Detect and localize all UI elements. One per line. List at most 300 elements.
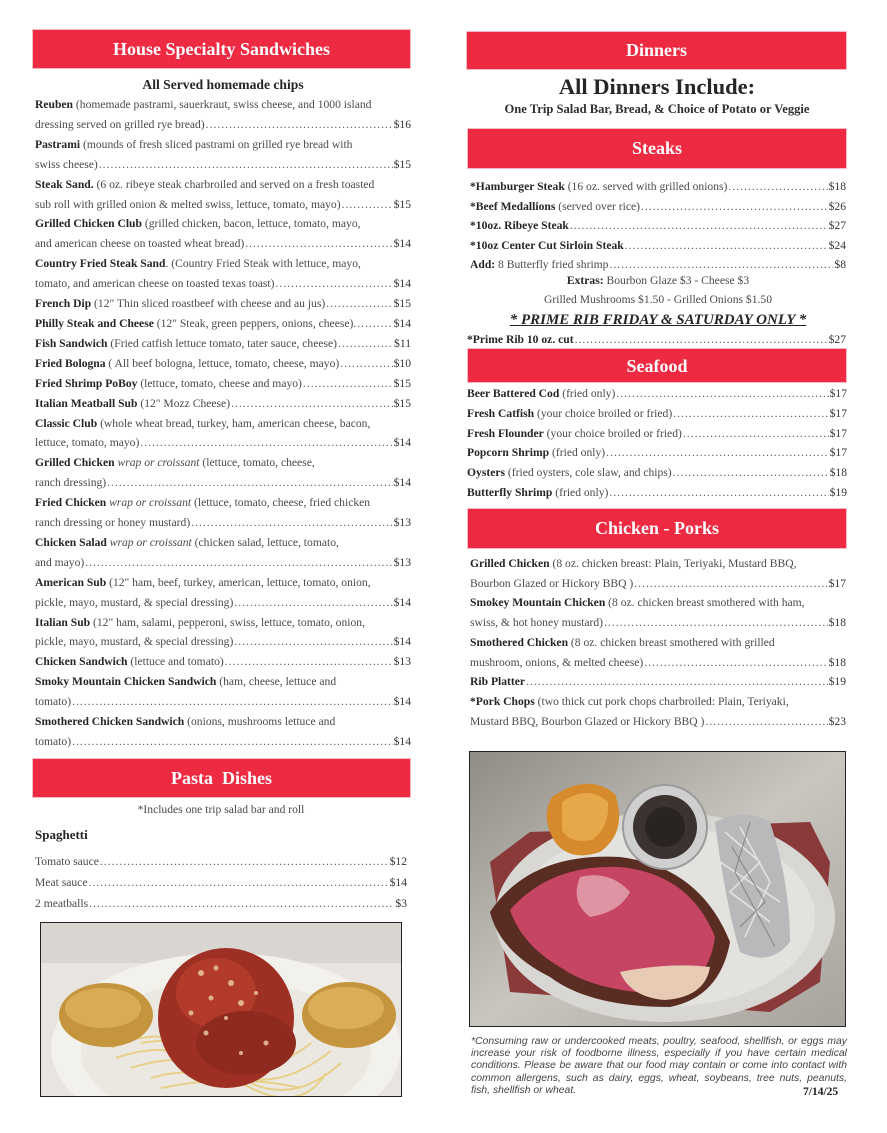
menu-item-description: ranch dressing or honey mustard) bbox=[35, 516, 191, 530]
menu-item-line bbox=[35, 274, 411, 294]
dot-leader bbox=[72, 692, 393, 712]
menu-item-name: Smothered Chicken Sandwich bbox=[35, 715, 185, 729]
menu-item-line bbox=[470, 692, 846, 712]
menu-item bbox=[470, 593, 846, 632]
menu-item-description: and mayo) bbox=[35, 555, 85, 569]
menu-item-price: $18 bbox=[828, 655, 846, 669]
menu-item-line bbox=[35, 374, 411, 394]
menu-item-description: (12" Steak, green peppers, onions, cheese). bbox=[153, 316, 357, 330]
menu-item-description: ranch dressing) bbox=[35, 476, 107, 490]
menu-item-line bbox=[35, 115, 411, 135]
dot-leader bbox=[234, 593, 392, 613]
menu-item-name: Reuben bbox=[35, 98, 74, 111]
menu-item bbox=[35, 712, 411, 752]
menu-item-text bbox=[35, 613, 365, 633]
menu-item-name: French Dip bbox=[35, 297, 92, 311]
dot-leader bbox=[72, 732, 393, 752]
menu-item-description: (lettuce, tomato, cheese, fried chicken bbox=[191, 496, 371, 510]
menu-item-name: Grilled Chicken bbox=[35, 456, 115, 470]
menu-item-line bbox=[35, 155, 411, 175]
menu-item-line bbox=[470, 653, 846, 673]
menu-item-prime-rib bbox=[467, 330, 846, 350]
menu-item-description: (Fried catfish lettuce tomato, tater sauce, cheese) bbox=[107, 336, 338, 350]
dot-leader bbox=[604, 613, 828, 633]
dot-leader bbox=[234, 632, 392, 652]
menu-item bbox=[35, 613, 411, 653]
dot-leader bbox=[570, 216, 828, 236]
menu-item bbox=[470, 216, 846, 236]
menu-item-description: mushroom, onions, & melted cheese) bbox=[470, 655, 644, 669]
menu-item-price: $23 bbox=[828, 714, 846, 728]
menu-item-description: tomato, and american cheese on toasted texas toast) bbox=[35, 277, 275, 291]
menu-item-description: (onions, mushrooms lettuce and bbox=[184, 715, 336, 729]
menu-item-line bbox=[470, 197, 846, 217]
menu-item bbox=[470, 692, 846, 731]
menu-item-style: wrap or croissant bbox=[109, 496, 192, 510]
menu-item-price: $13 bbox=[393, 555, 411, 569]
menu-item-price: $8 bbox=[834, 258, 846, 272]
menu-item-text bbox=[470, 177, 727, 197]
menu-item-price: $15 bbox=[393, 396, 411, 410]
menu-item-line bbox=[35, 493, 411, 513]
menu-item-text bbox=[35, 214, 361, 234]
menu-item-name: Tomato sauce bbox=[35, 855, 99, 868]
dinners-include bbox=[462, 73, 852, 117]
menu-item-description: (12" ham, beef, turkey, american, lettuce, tomato, onion, bbox=[106, 575, 371, 589]
food-safety-disclaimer: *Consuming raw or undercooked meats, poultry, seafood, shellfish, or eggs may increase your risk of foodborne illness, especially if you have certain medical conditions. Please be aware that our food may contain or come into contact with common allergens, such as dairy, eggs, wheat, soybeans, tree nuts, peanuts, fish, shellfish or wheat. bbox=[471, 1036, 847, 1096]
section-header-sandwiches: House Specialty Sandwiches bbox=[33, 30, 410, 68]
menu-item-line bbox=[35, 195, 411, 215]
menu-item-price: $14 bbox=[393, 476, 411, 490]
menu-item-text bbox=[35, 95, 371, 115]
menu-item-name: Fried Bologna bbox=[35, 356, 106, 370]
menu-item-description: and american cheese on toasted wheat bread) bbox=[35, 237, 245, 251]
menu-item-name: Smokey Mountain Chicken bbox=[470, 596, 606, 610]
menu-item-description: Mustard BBQ, Bourbon Glazed or Hickory BBQ ) bbox=[470, 714, 705, 728]
menu-item-price: $13 bbox=[393, 655, 411, 669]
menu-item-text bbox=[35, 354, 339, 374]
menu-item bbox=[35, 533, 411, 573]
dot-leader bbox=[191, 513, 392, 533]
menu-item bbox=[35, 414, 411, 454]
menu-item-line bbox=[35, 533, 411, 553]
menu-item-name: Steak Sand. bbox=[35, 177, 94, 191]
menu-item-text bbox=[470, 216, 569, 236]
menu-item-name: American Sub bbox=[35, 575, 107, 589]
menu-item-text bbox=[467, 463, 672, 483]
menu-item-description: (12" ham, salami, pepperoni, swiss, lettuce, tomato, onion, bbox=[90, 615, 365, 629]
menu-item-text bbox=[35, 652, 224, 672]
menu-item-price: $27 bbox=[828, 219, 846, 233]
menu-item-line bbox=[35, 632, 411, 652]
menu-item-price: $14 bbox=[393, 436, 411, 450]
menu-item-description: ( All beef bologna, lettuce, tomato, cheese, mayo) bbox=[105, 356, 340, 370]
menu-item-name: *10oz Center Cut Sirloin Steak bbox=[470, 238, 624, 252]
menu-item-line bbox=[470, 712, 846, 732]
menu-item-price: $17 bbox=[829, 387, 847, 400]
dot-leader bbox=[634, 574, 827, 594]
menu-item-description: (homemade pastrami, sauerkraut, swiss cheese, and 1000 island bbox=[73, 98, 372, 111]
menu-item-price: $14 bbox=[393, 277, 411, 291]
menu-item bbox=[35, 175, 411, 215]
menu-item-text bbox=[470, 236, 624, 256]
menu-item-description: (6 oz. ribeye steak charbroiled and served on a fresh toasted bbox=[93, 177, 375, 191]
menu-item-text bbox=[35, 374, 302, 394]
dot-leader bbox=[340, 354, 392, 374]
menu-item-price: $18 bbox=[828, 180, 846, 193]
menu-item-description: (lettuce, tomato, cheese and mayo) bbox=[137, 376, 302, 390]
menu-item-description: (chicken salad, lettuce, tomato, bbox=[191, 535, 339, 549]
menu-item-line bbox=[35, 593, 411, 613]
pasta-list bbox=[35, 851, 407, 914]
menu-item bbox=[467, 463, 847, 483]
menu-item bbox=[35, 214, 411, 254]
dot-leader bbox=[705, 712, 827, 732]
section-header-chicken-porks: Chicken - Porks bbox=[468, 509, 846, 548]
menu-item bbox=[470, 236, 846, 256]
menu-item bbox=[35, 294, 411, 314]
menu-item-description: (fried only) bbox=[552, 485, 609, 499]
menu-item-description: (12" Thin sliced roastbeef with cheese and au jus) bbox=[91, 297, 326, 311]
menu-item bbox=[470, 672, 846, 692]
menu-item-line bbox=[35, 135, 411, 155]
menu-item-text bbox=[35, 394, 230, 414]
steak-list bbox=[470, 177, 846, 275]
menu-item-name: Philly Steak and Cheese bbox=[35, 316, 154, 330]
menu-item-name: Fresh Flounder bbox=[467, 426, 544, 440]
menu-item-line bbox=[35, 414, 411, 434]
menu-item-name: Meat sauce bbox=[35, 876, 88, 889]
menu-item-price: $17 bbox=[829, 406, 847, 420]
dot-leader bbox=[357, 314, 392, 334]
prime-rib-image-icon bbox=[470, 752, 846, 1027]
menu-item-description: (grilled chicken, bacon, lettuce, tomato, mayo, bbox=[141, 217, 361, 231]
menu-item-name: Butterfly Shrimp bbox=[467, 485, 553, 499]
dot-leader bbox=[625, 236, 828, 256]
menu-item-line bbox=[467, 330, 846, 350]
dot-leader bbox=[683, 424, 829, 444]
menu-item-description: (fried only) bbox=[559, 387, 616, 400]
menu-item-text bbox=[467, 384, 615, 404]
menu-item-price: $11 bbox=[394, 336, 411, 350]
dot-leader bbox=[245, 234, 392, 254]
prime-rib-list bbox=[467, 330, 846, 350]
menu-item-line bbox=[35, 214, 411, 234]
menu-item-price: $17 bbox=[829, 426, 847, 440]
menu-item-name: Country Fried Steak Sand bbox=[35, 257, 166, 271]
menu-item-line bbox=[35, 354, 411, 374]
menu-item bbox=[35, 374, 411, 394]
menu-item-line bbox=[467, 483, 847, 503]
menu-item-price: $18 bbox=[829, 466, 847, 480]
menu-item-text bbox=[467, 404, 672, 424]
menu-item bbox=[35, 135, 411, 175]
menu-item-description: (16 oz. served with grilled onions) bbox=[564, 180, 728, 193]
menu-item-name: Add: bbox=[470, 258, 496, 272]
section-header-pasta: Pasta Dishes bbox=[33, 759, 410, 797]
menu-item-price: $16 bbox=[393, 117, 411, 131]
sandwich-list bbox=[35, 95, 411, 752]
dot-leader bbox=[140, 433, 392, 453]
dot-leader bbox=[107, 473, 392, 493]
menu-item-price: $17 bbox=[829, 446, 847, 460]
menu-item-line bbox=[35, 851, 407, 872]
menu-item-description: 8 Butterfly fried shrimp bbox=[495, 258, 609, 272]
menu-item-line bbox=[35, 513, 411, 533]
menu-item-style: wrap or croissant bbox=[117, 456, 200, 470]
spaghetti-image-icon bbox=[41, 923, 402, 1097]
section-header-seafood: Seafood bbox=[468, 349, 846, 382]
menu-item-text bbox=[467, 424, 682, 444]
menu-item-text bbox=[470, 633, 775, 653]
menu-item-name: Chicken Salad bbox=[35, 535, 107, 549]
menu-item-description: (fried only) bbox=[549, 446, 606, 460]
dot-leader bbox=[526, 672, 828, 692]
dot-leader bbox=[85, 553, 392, 573]
menu-item-price: $14 bbox=[389, 876, 407, 889]
menu-item-name: Chicken Sandwich bbox=[35, 655, 128, 669]
menu-item-price: $15 bbox=[393, 376, 411, 390]
menu-item-text bbox=[35, 573, 371, 593]
menu-item-line bbox=[35, 394, 411, 414]
menu-item bbox=[35, 453, 411, 493]
menu-item-name: Grilled Chicken bbox=[470, 557, 550, 570]
menu-item-price: $19 bbox=[828, 675, 846, 689]
menu-item bbox=[35, 493, 411, 533]
menu-item bbox=[35, 354, 411, 374]
menu-item-name: Popcorn Shrimp bbox=[467, 446, 550, 460]
menu-item bbox=[467, 424, 847, 444]
dot-leader bbox=[100, 851, 389, 872]
prime-rib-photo bbox=[469, 751, 846, 1027]
dot-leader bbox=[641, 197, 828, 217]
menu-item-line bbox=[35, 712, 411, 732]
menu-item-description: pickle, mayo, mustard, & special dressing) bbox=[35, 635, 234, 649]
menu-item-description: pickle, mayo, mustard, & special dressing) bbox=[35, 595, 234, 609]
menu-item-price: $17 bbox=[828, 576, 846, 590]
menu-item-price: $14 bbox=[393, 695, 411, 709]
menu-item-name: *Hamburger Steak bbox=[470, 180, 565, 193]
menu-item bbox=[35, 652, 411, 672]
menu-item-text bbox=[470, 554, 796, 574]
menu-item-line bbox=[35, 473, 411, 493]
seafood-list bbox=[467, 384, 847, 503]
menu-item-price: $15 bbox=[393, 157, 411, 171]
extras-text: Bourbon Glaze $3 - Cheese $3 bbox=[603, 273, 750, 287]
menu-item-line bbox=[35, 294, 411, 314]
menu-item-description: (whole wheat bread, turkey, ham, american cheese, bacon, bbox=[97, 416, 371, 430]
dot-leader bbox=[644, 653, 827, 673]
menu-item-line bbox=[470, 236, 846, 256]
dot-leader bbox=[728, 177, 827, 197]
menu-item-name: Grilled Chicken Club bbox=[35, 217, 142, 231]
menu-item-text bbox=[470, 692, 789, 712]
menu-item-line bbox=[35, 254, 411, 274]
menu-item-description: . (Country Fried Steak with lettuce, mayo, bbox=[165, 257, 361, 271]
dot-leader bbox=[606, 443, 828, 463]
menu-item bbox=[470, 633, 846, 672]
menu-item-line bbox=[35, 732, 411, 752]
menu-item-line bbox=[35, 573, 411, 593]
menu-item-price: $18 bbox=[828, 616, 846, 630]
menu-item-description: lettuce, tomato, mayo) bbox=[35, 436, 140, 450]
menu-item-price: $19 bbox=[829, 485, 847, 499]
menu-item-description: (12" Mozz Cheese) bbox=[137, 396, 231, 410]
menu-item bbox=[470, 554, 846, 593]
menu-item-line bbox=[35, 95, 411, 115]
menu-item-line bbox=[470, 613, 846, 633]
menu-item-line bbox=[470, 554, 846, 574]
dot-leader bbox=[206, 115, 393, 135]
menu-item bbox=[35, 334, 411, 354]
menu-item-text bbox=[470, 593, 805, 613]
steaks-section bbox=[467, 177, 846, 350]
menu-item-name: Smoky Mountain Chicken Sandwich bbox=[35, 675, 217, 689]
menu-item-price: $15 bbox=[393, 297, 411, 311]
prime-rib-banner: * PRIME RIB FRIDAY & SATURDAY ONLY * bbox=[509, 311, 807, 328]
menu-item-line bbox=[467, 424, 847, 444]
menu-item-line bbox=[470, 672, 846, 692]
steak-extras-line2: Grilled Mushrooms $1.50 - Grilled Onions $1.50 bbox=[544, 292, 772, 306]
menu-item-line bbox=[35, 553, 411, 573]
menu-item-description: (served over rice) bbox=[555, 199, 640, 213]
menu-item bbox=[470, 197, 846, 217]
menu-item-name: Classic Club bbox=[35, 416, 98, 430]
menu-item-text bbox=[35, 872, 87, 893]
menu-item-name: *Prime Rib 10 oz. cut bbox=[467, 332, 574, 346]
dot-leader bbox=[673, 463, 829, 483]
menu-item-line bbox=[470, 216, 846, 236]
menu-item-description: tomato) bbox=[35, 695, 72, 709]
menu-item-description: tomato) bbox=[35, 735, 72, 748]
menu-item bbox=[467, 384, 847, 404]
menu-item-price: $27 bbox=[828, 332, 846, 346]
dot-leader bbox=[575, 330, 828, 350]
menu-item bbox=[467, 404, 847, 424]
menu-item-price: $14 bbox=[393, 635, 411, 649]
dot-leader bbox=[88, 872, 388, 893]
menu-item-price: $14 bbox=[393, 735, 411, 748]
menu-item-description: Bourbon Glazed or Hickory BBQ ) bbox=[470, 576, 634, 590]
menu-item bbox=[470, 177, 846, 197]
menu-item-price: $24 bbox=[828, 238, 846, 252]
menu-item-text bbox=[35, 135, 352, 155]
dot-leader bbox=[225, 652, 393, 672]
menu-item-name: *Beef Medallions bbox=[470, 199, 556, 213]
menu-item-text bbox=[35, 314, 356, 334]
dot-leader bbox=[673, 404, 828, 424]
menu-item-line bbox=[470, 574, 846, 594]
menu-item-name: Beer Battered Cod bbox=[467, 387, 560, 400]
menu-item-description: swiss cheese) bbox=[35, 157, 98, 171]
menu-item-name: Pastrami bbox=[35, 137, 81, 151]
menu-item-line bbox=[467, 404, 847, 424]
menu-item bbox=[35, 95, 411, 135]
menu-item-name: Oysters bbox=[467, 466, 505, 480]
sandwiches-section bbox=[35, 75, 411, 752]
menu-item-text bbox=[35, 453, 315, 473]
menu-item-text bbox=[35, 175, 374, 195]
menu-item-name: *Pork Chops bbox=[470, 694, 535, 708]
dot-leader bbox=[342, 195, 393, 215]
menu-item-name: Italian Sub bbox=[35, 615, 91, 629]
pasta-heading: Spaghetti bbox=[35, 827, 88, 842]
menu-item bbox=[35, 314, 411, 334]
dinners-include-text: One Trip Salad Bar, Bread, & Choice of Potato or Veggie bbox=[504, 102, 810, 116]
menu-item-line bbox=[35, 652, 411, 672]
menu-item-name: Italian Meatball Sub bbox=[35, 396, 138, 410]
dot-leader bbox=[616, 384, 828, 404]
menu-item-text bbox=[467, 330, 574, 350]
seafood-section bbox=[467, 384, 847, 503]
menu-item-description: swiss, & hot honey mustard) bbox=[470, 616, 603, 630]
pasta-section bbox=[35, 800, 407, 914]
menu-item-text bbox=[470, 672, 525, 692]
menu-item-price: $14 bbox=[393, 595, 411, 609]
dinners-include-heading: All Dinners Include: bbox=[558, 74, 756, 99]
menu-item-description: (8 oz. chicken breast smothered with grilled bbox=[568, 635, 775, 649]
menu-item-line bbox=[35, 872, 407, 893]
menu-item-line bbox=[35, 433, 411, 453]
menu-item-text bbox=[470, 197, 640, 217]
menu-date: 7/14/25 bbox=[803, 1086, 839, 1098]
menu-item-description: sub roll with grilled onion & melted swiss, lettuce, tomato, mayo) bbox=[35, 197, 341, 211]
menu-item-price: $12 bbox=[389, 855, 407, 868]
menu-item-price: $13 bbox=[393, 516, 411, 530]
menu-item-description: (mounds of fresh sliced pastrami on grilled rye bread with bbox=[80, 137, 353, 151]
menu-item-line bbox=[467, 384, 847, 404]
menu-item-description: (8 oz. chicken breast smothered with ham, bbox=[605, 596, 805, 610]
extras-label: Extras: bbox=[566, 273, 604, 287]
menu-item-description: (8 oz. chicken breast: Plain, Teriyaki, Mustard BBQ, bbox=[549, 557, 797, 570]
chicken-porks-list bbox=[470, 554, 846, 731]
menu-item bbox=[467, 443, 847, 463]
menu-item-line bbox=[35, 234, 411, 254]
menu-item-price: $3 bbox=[395, 897, 407, 910]
menu-item-line bbox=[470, 177, 846, 197]
section-header-dinners: Dinners bbox=[467, 32, 846, 69]
menu-item-description: (fried oysters, cole slaw, and chips) bbox=[505, 466, 672, 480]
dot-leader bbox=[276, 274, 393, 294]
menu-item-line bbox=[35, 893, 407, 914]
menu-item-line bbox=[35, 692, 411, 712]
dot-leader bbox=[89, 893, 394, 914]
menu-item-name: *10oz. Ribeye Steak bbox=[470, 219, 569, 233]
menu-item-price: $14 bbox=[393, 316, 411, 330]
menu-item-price: $26 bbox=[828, 199, 846, 213]
menu-item-name: 2 meatballs bbox=[35, 897, 89, 910]
menu-item-line bbox=[35, 175, 411, 195]
menu-item-text bbox=[35, 414, 370, 434]
menu-item-text bbox=[467, 483, 608, 503]
dot-leader bbox=[231, 394, 393, 414]
menu-item bbox=[35, 573, 411, 613]
menu-item-line bbox=[467, 443, 847, 463]
menu-item-line bbox=[35, 314, 411, 334]
menu-item-price: $14 bbox=[393, 237, 411, 251]
menu-item-description: dressing served on grilled rye bread) bbox=[35, 117, 205, 131]
menu-item-name: Rib Platter bbox=[470, 675, 526, 689]
menu-item-text bbox=[35, 712, 335, 732]
pasta-note: *Includes one trip salad bar and roll bbox=[137, 803, 305, 816]
menu-item-line bbox=[35, 613, 411, 633]
menu-item-text bbox=[35, 493, 370, 513]
menu-item-name: Fish Sandwich bbox=[35, 336, 108, 350]
menu-item-price: $10 bbox=[393, 356, 411, 370]
menu-item-name: Fried Chicken bbox=[35, 496, 107, 510]
menu-item-text bbox=[35, 672, 336, 692]
menu-item-name: Fried Shrimp PoBoy bbox=[35, 376, 138, 390]
